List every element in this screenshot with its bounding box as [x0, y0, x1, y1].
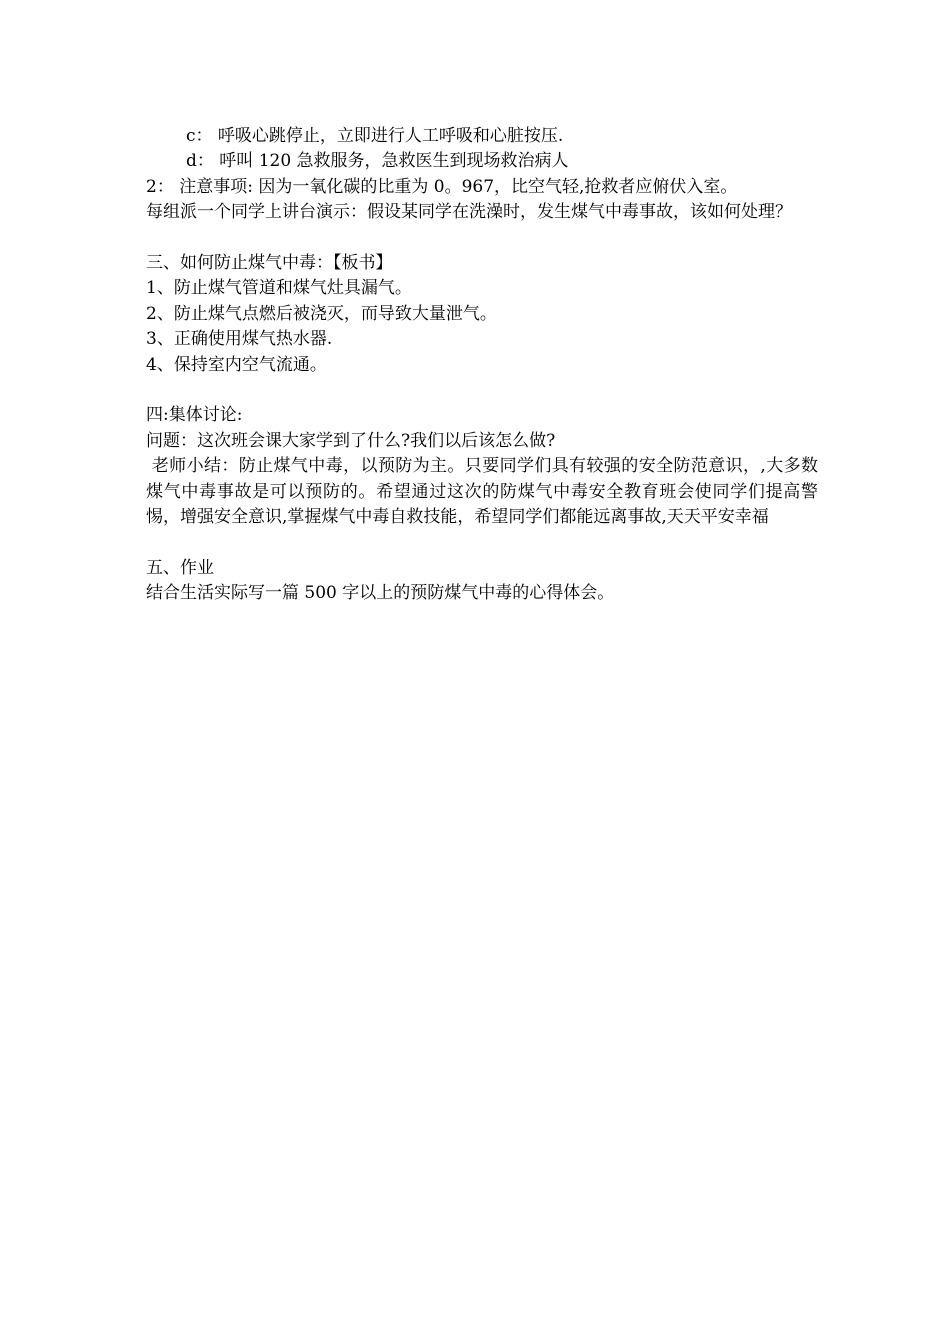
spacer: [146, 530, 818, 555]
document-body: [146, 124, 818, 607]
section-3-heading: 三、如何防止煤气中毒：【板书】: [146, 253, 393, 274]
rescue-step-c: c： 呼吸心跳停止，立即进行人工呼吸和心脏按压.: [186, 126, 564, 146]
section-4-heading: 四:集体讨论:: [146, 405, 243, 426]
list-item: 3、正确使用煤气热水器.: [146, 329, 333, 350]
notice-paragraph: 2： 注意事项: 因为一氧化碳的比重为 0。967，比空气轻,抢救者应俯伏入室。: [146, 176, 738, 197]
discussion-question: 问题：这次班会课大家学到了什么?我们以后该怎么做?: [146, 430, 556, 451]
teacher-summary: 老师小结：防止煤气中毒，以预防为主。只要同学们具有较强的安全防范意识，,大多数煤气中毒事故是可以预防的。希望通过这次的防煤气中毒安全教育班会使同学们提高警惕，增强安全意识,掌握煤气中毒自救技能，希望同学们都能远离事故,天天平安幸福: [146, 456, 818, 528]
demo-paragraph: 每组派一个同学上讲台演示：假设某同学在洗澡时，发生煤气中毒事故，该如何处理？: [146, 202, 792, 223]
homework-task: 结合生活实际写一篇 500 字以上的预防煤气中毒的心得体会。: [146, 583, 615, 604]
list-item: 4、保持室内空气流通。: [146, 354, 327, 375]
list-item: 1、防止煤气管道和煤气灶具漏气。: [146, 278, 412, 299]
spacer: [146, 378, 818, 403]
section-5-heading: 五、作业: [146, 557, 214, 578]
spacer: [146, 226, 818, 251]
list-item: 2、防止煤气点燃后被浇灭，而导致大量泄气。: [146, 303, 497, 324]
rescue-step-d: d： 呼叫 120 急救服务，急救医生到现场救治病人: [186, 151, 569, 172]
